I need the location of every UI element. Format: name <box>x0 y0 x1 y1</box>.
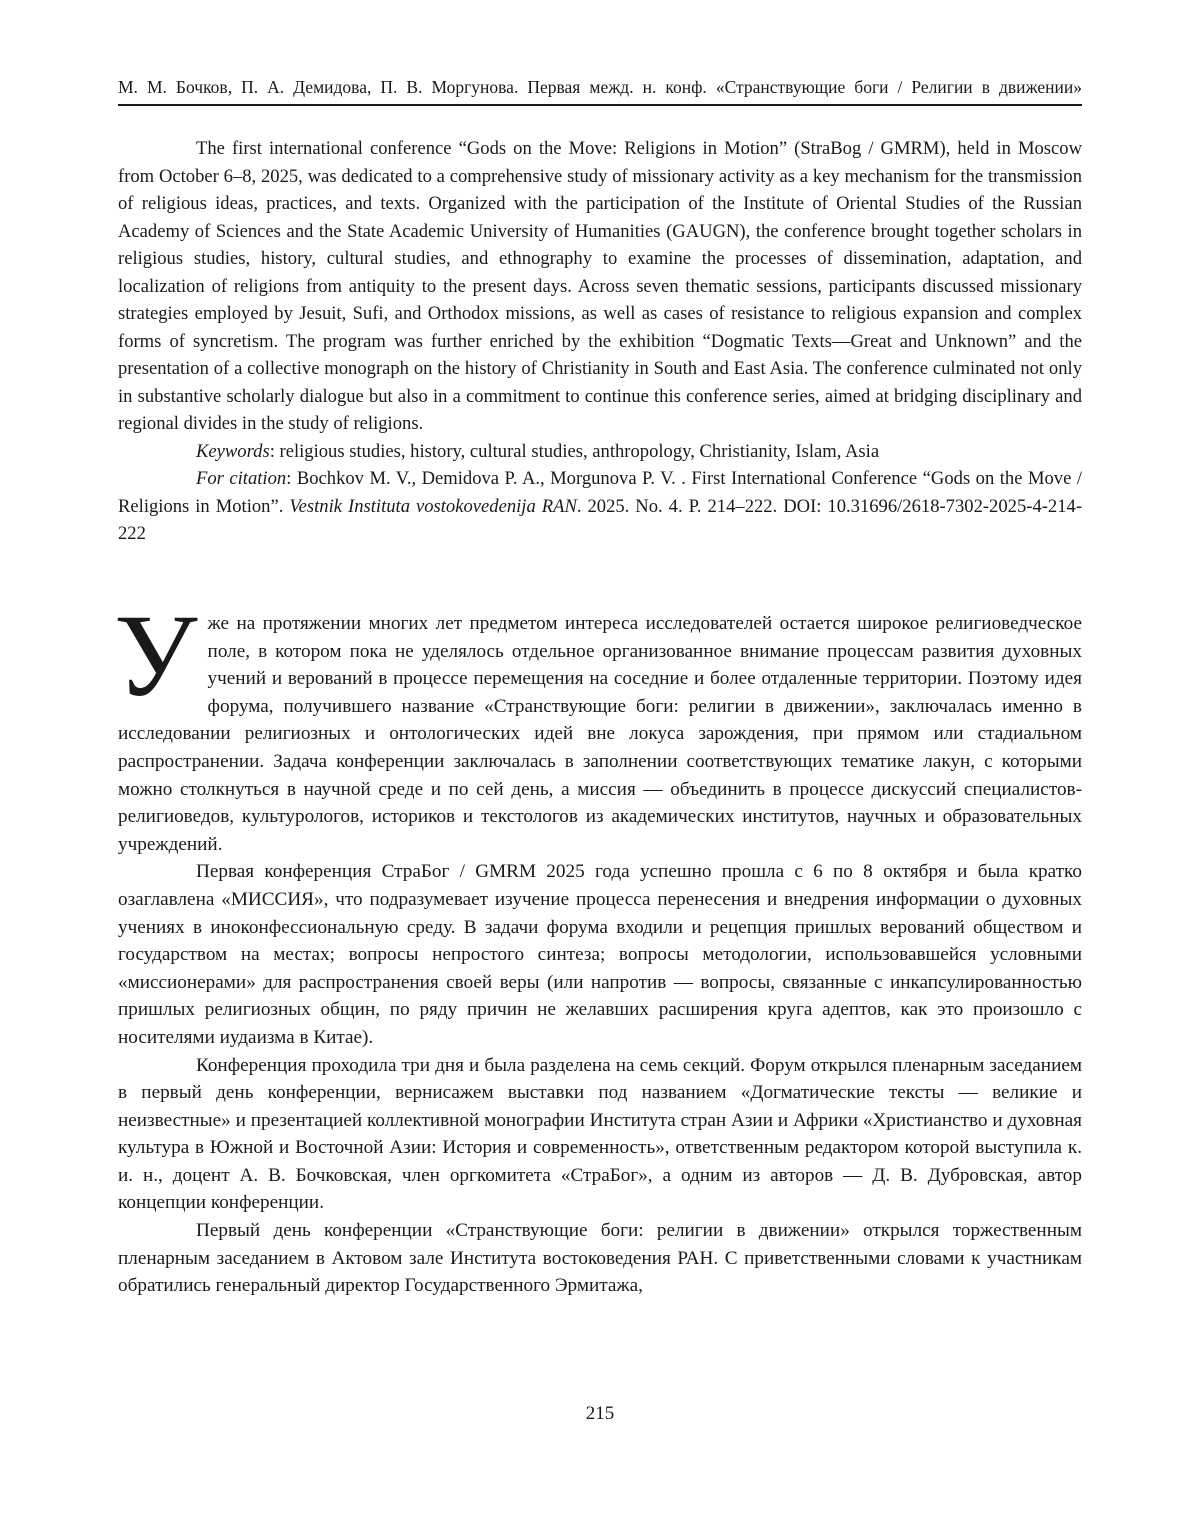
abstract-paragraph: The first international conference “Gods on the Move: Religions in Motion” (StraBog / GMRM), held in Moscow from October 6–8, 2025, was dedicated to a comprehensive study of missionary activity as a key mechanism for the transmission of religious ideas, practices, and texts. Organized with the participation of the Institute of Oriental Studies of the Russian Academy of Sciences and the State Academic University of Humanities (GAUGN), the conference brought together scholars in religious studies, history, cultural studies, and ethnography to examine the processes of dissemination, adaptation, and localization of religions from antiquity to the present days. Across seven thematic sessions, participants discussed missionary strategies employed by Jesuit, Sufi, and Orthodox missions, as well as cases of resistance to religious expansion and complex forms of syncretism. The program was further enriched by the exhibition “Dogmatic Texts—Great and Unknown” and the presentation of a collective monograph on the history of Christianity in South and East Asia. The conference culminated not only in substantive scholarly dialogue but also in a commitment to continue this conference series, aimed at bridging disciplinary and regional divides in the study of religions. <box>118 138 1082 434</box>
citation-text: : Bochkov M. V., Demidova P. A., Morgunova P. V. . First International Conference “Gods on the Move / Religions in Motion”. <box>118 468 1082 517</box>
body-paragraph-1-text: же на протяжении многих лет предметом интереса исследователей остается широкое религиоведческое поле, в котором пока не уделялось отдельное организованное внимание процессам развития духовных учений и верований в процессе перемещения на соседние и более отдаленные территории. Поэтому идея форума, получившего название «Странствующие боги: религии в движении», заключалась именно в исследовании религиозных и онтологических идей вне локуса зарождения, при прямом или стадиальном распространении. Задача конференции заключалась в заполнении соответствующих тематике лакун, с которыми можно столкнуться в научной среде и по сей день, а миссия — объединить в процессе дискуссий специалистов-религиоведов, культурологов, историков и текстологов из академических институтов, научных и образовательных учреждений. <box>118 613 1082 855</box>
abstract <box>118 135 1082 548</box>
body-paragraph-3: Конференция проходила три дня и была разделена на семь секций. Форум открылся пленарным заседанием в первый день конференции, вернисажем выставки под названием «Догматические тексты — великие и неизвестные» и презентацией коллективной монографии Института стран Азии и Африки «Христианство и духовная культура в Южной и Восточной Азии: История и современность», ответственным редактором которой выступила к. и. н., доцент А. В. Бочковская, член оргкомитета «СтраБог», а одним из авторов — Д. В. Дубровская, автор концепции конференции. <box>118 1054 1082 1214</box>
article-body <box>114 590 1082 1300</box>
header-rule <box>118 104 1082 106</box>
keywords-label: Keywords <box>196 440 270 462</box>
page-number: 215 <box>585 1403 615 1424</box>
body-paragraph-2: Первая конференция СтраБог / GMRM 2025 года успешно прошла с 6 по 8 октября и была кратко озаглавлена «МИССИЯ», что подразумевает изучение процесса перенесения и внедрения информации о духовных учениях в иноконфессиональную среду. В задачи форума входили и рецепция пришлых верований обществом и государством на местах; вопросы непростого синтеза; вопросы методологии, использовавшейся условными «миссионерами» для распространения своей веры (или напротив — вопросы, связанные с инкапсулированностью пришлых религиозных общин, по ряду причин не желавших расширения круга адептов, как это произошло с носителями иудаизма в Китае). <box>118 861 1082 1048</box>
running-head: М. М. Бочков, П. А. Демидова, П. В. Моргунова. Первая межд. н. конф. «Странствующие боги / Религии в движении» <box>118 77 1082 97</box>
body-paragraph-1 <box>114 590 1082 858</box>
keywords-text: : religious studies, history, cultural studies, anthropology, Christianity, Islam, Asia <box>269 440 880 462</box>
citation <box>118 465 1082 548</box>
citation-label: For citation <box>196 468 287 489</box>
citation-doi: . 2025. No. 4. P. 214–222. DOI: 10.31696/2618-7302-2025-4-214-222 <box>118 495 1083 544</box>
keywords <box>118 438 1082 466</box>
drop-cap: У <box>114 590 198 721</box>
body-paragraph-4: Первый день конференции «Странствующие боги: религии в движении» открылся торжественным пленарным заседанием в Актовом зале Института востоковедения РАН. С приветственными словами к участникам обратились генеральный директор Государственного Эрмитажа, <box>118 1220 1082 1297</box>
citation-journal: Vestnik Instituta vostokovedenija RAN <box>289 495 577 517</box>
